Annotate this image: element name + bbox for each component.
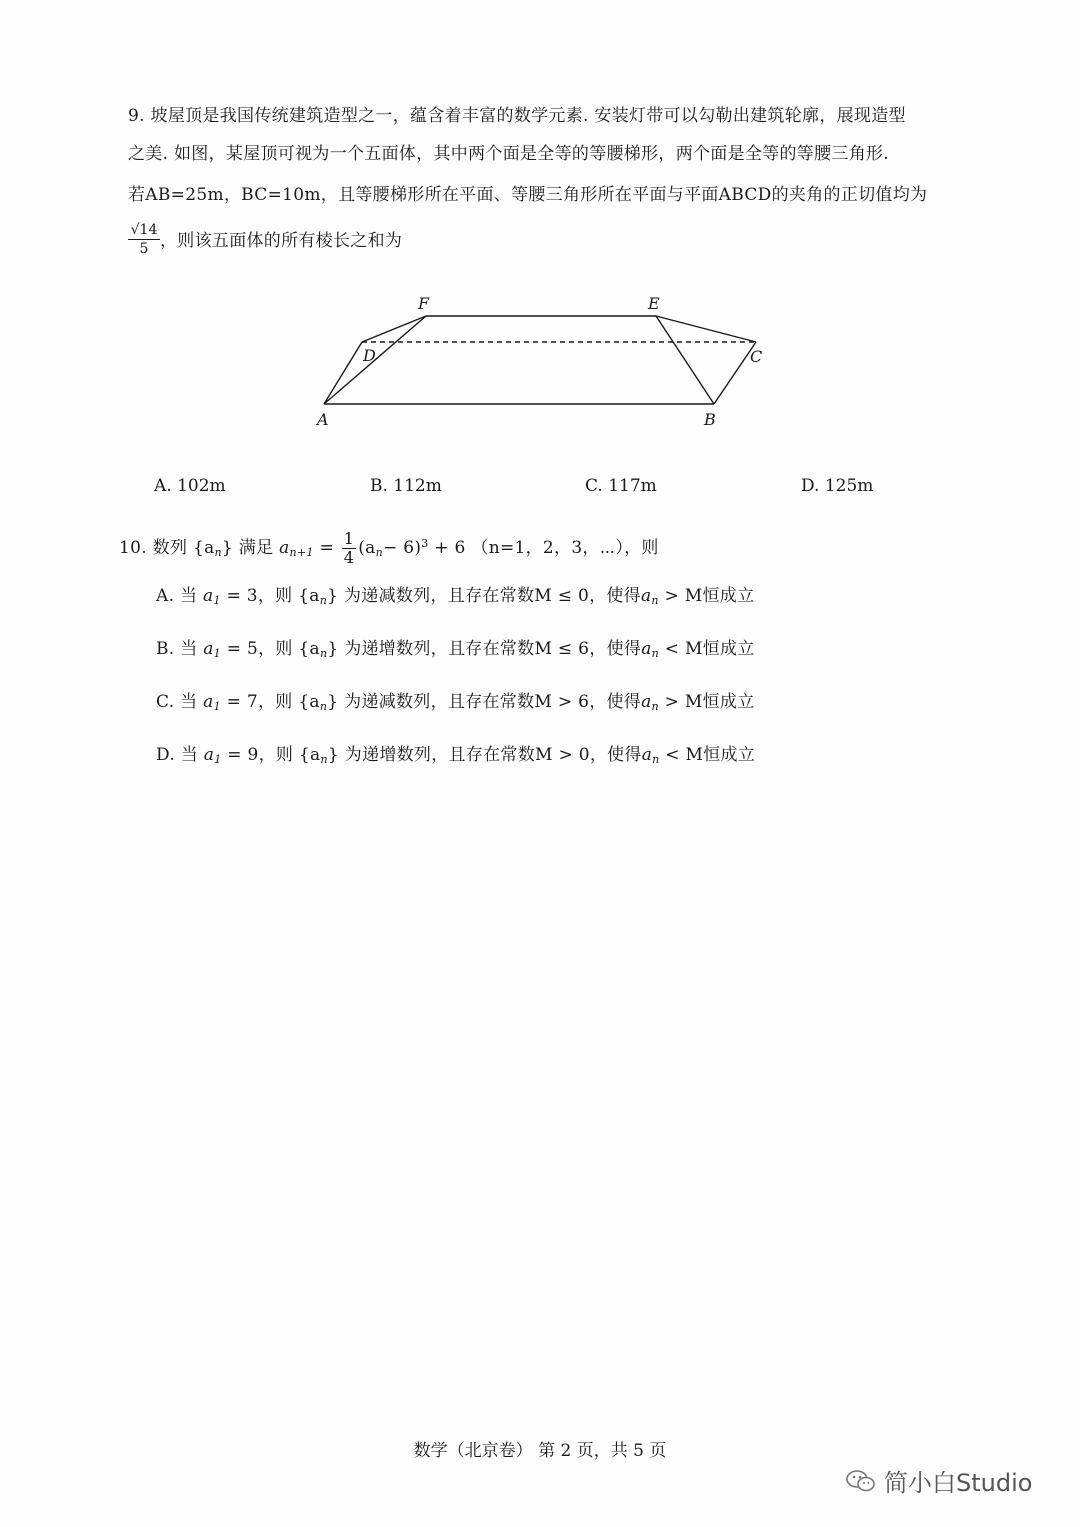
q9-line-4: ，则该五面体的所有棱长之和为 (160, 231, 403, 251)
edge-df (362, 316, 426, 342)
q10-stem (119, 524, 659, 573)
q10-option-a[interactable]: A. 当 $a_1 = 3$，则 $\{a_n\}$ 为递减数列，且存在常数M ≤ 0，使得$a_n > M$恒成立 (156, 586, 755, 607)
q9-fraction-numerator: √14 (128, 222, 160, 240)
watermark (846, 1463, 1032, 1498)
page-footer: 数学（北京卷） 第 2 页，共 5 页 (413, 1441, 667, 1461)
q9-line-3: 若AB=25m，BC=10m，且等腰梯形所在平面、等腰三角形所在平面与平面ABCD的夹角的正切值均为 (128, 185, 928, 205)
label-f: F (418, 294, 430, 313)
watermark-text: 简小白Studio (884, 1469, 1033, 1497)
q10-seq: $\{a_n\}$ (192, 538, 234, 559)
q9-line-2: 之美. 如图，某屋顶可视为一个五面体，其中两个面是全等的等腰梯形，两个面是全等的等腰三角形. (128, 144, 890, 164)
q10-option-d[interactable]: D. 当 $a_1 = 9$，则 $\{a_n\}$ 为递增数列，且存在常数M > 0，使得$a_n < M$恒成立 (156, 745, 756, 766)
q9-option-d[interactable]: D. 125m (801, 476, 874, 496)
q9-line-1: 9. 坡屋顶是我国传统建筑造型之一，蕴含着丰富的数学元素. 安装灯带可以勾勒出建筑轮廓，展现造型 (128, 106, 906, 126)
q9-option-c[interactable]: C. 117m (585, 476, 657, 496)
q9-option-b[interactable]: B. 112m (370, 476, 442, 496)
label-d: D (363, 346, 376, 365)
q10-option-b[interactable]: B. 当 $a_1 = 5$，则 $\{a_n\}$ 为递增数列，且存在常数M ≤ 6，使得$a_n < M$恒成立 (156, 639, 755, 660)
label-c: C (750, 347, 763, 366)
label-b: B (704, 410, 716, 429)
q10-condition: （n=1，2，3，⋯），则 (471, 538, 659, 558)
q9-fraction-denominator: 5 (139, 241, 149, 257)
figure-edges (324, 316, 756, 404)
wechat-icon (846, 1469, 876, 1493)
label-e: E (648, 294, 660, 313)
pentahedron-figure (0, 0, 1080, 460)
label-a: A (317, 410, 329, 429)
q9-option-a[interactable]: A. 102m (154, 476, 226, 496)
q10-fraction: $\frac{1}{4}$ (343, 529, 355, 567)
edge-ad (324, 342, 362, 404)
q10-satisfy: 满足 (238, 538, 274, 558)
q10-formula: $a_{n+1}$ = $\frac{1}{4}$ $(a_n- 6)^3 + 6$ (279, 529, 466, 567)
q10-option-c[interactable]: C. 当 $a_1 = 7$，则 $\{a_n\}$ 为递减数列，且存在常数M > 6，使得$a_n > M$恒成立 (156, 692, 755, 713)
q10-prefix: 10. 数列 (119, 538, 188, 558)
